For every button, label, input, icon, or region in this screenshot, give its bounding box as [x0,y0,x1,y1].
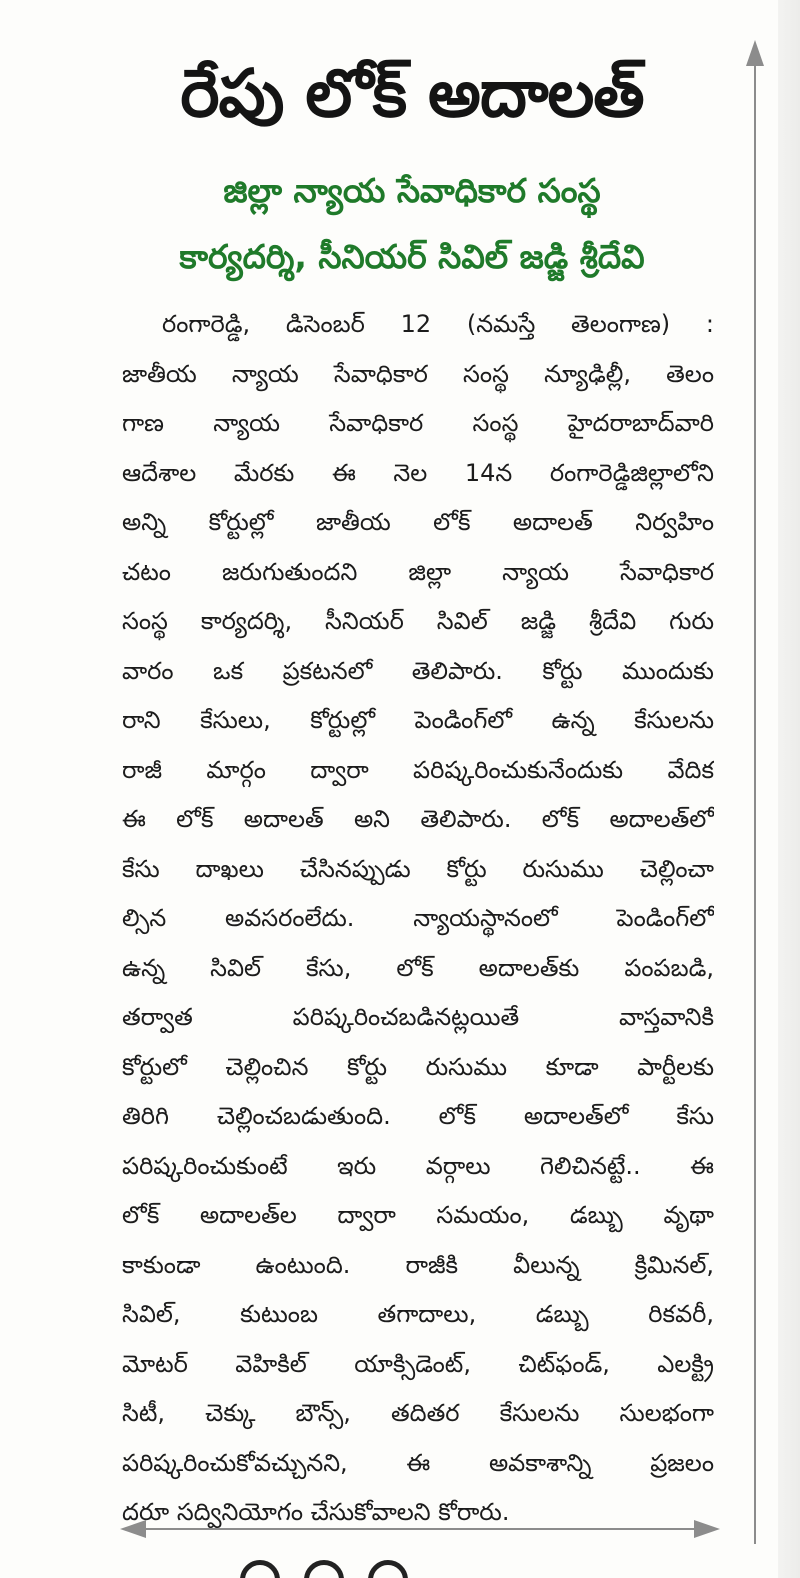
body-line: సివిల్, కుటుంబ తగాదాలు, డబ్బు రికవరీ, [122,1300,714,1328]
body-line: రాని కేసులు, కోర్టుల్లో పెండింగ్‌లో ఉన్న కేసులను [122,706,714,734]
body-line: సంస్థ కార్యదర్శి, సీనియర్ సివిల్ జడ్జి శ్రీదేవి గురు [122,607,714,635]
body-line: రాజీ మార్గం ద్వారా పరిష్కరించుకునేందుకు వేదిక [122,755,714,784]
body-line: కాకుండా ఉంటుంది. రాజీకి వీలున్న క్రిమినల్, [122,1250,714,1279]
body-line: కేసు దాఖలు చేసినప్పుడు కోర్టు రుసుము చెల్లించా [122,854,714,883]
body-line: చటం జరుగుతుందని జిల్లా న్యాయ సేవాధికార [122,557,714,586]
body-line: సిటీ, చెక్కు బౌన్స్, తదితర కేసులను సులభంగా [122,1399,714,1427]
arrow-head-icon [746,40,764,66]
body-line: ఉన్న సివిల్ కేసు, లోక్ అదాలత్‌కు పంపబడి, [122,953,714,982]
cut-glyph [368,1560,408,1578]
body-line: మోటర్ వెహికిల్ యాక్సిడెంట్, చిట్‌ఫండ్, ఎలక్ట్రి [122,1349,714,1378]
body-line: అన్ని కోర్టుల్లో జాతీయ లోక్ అదాలత్ నిర్వహిం [122,508,714,536]
body-line: కోర్టులో చెల్లించిన కోర్టు రుసుము కూడా పార్టీలకు [122,1052,714,1081]
body-line: పరిష్కరించుకుంటే ఇరు వర్గాలు గెలిచినట్టే.. ఈ [122,1151,714,1180]
body-line: తిరిగి చెల్లించబడుతుంది. లోక్ అదాలత్‌లో కేసు [122,1102,714,1130]
article-body [122,300,714,1538]
adjacent-column-edge [778,0,800,1578]
article-headline: రేపు లోక్ అదాలత్ [180,55,644,132]
cut-glyph [240,1560,280,1578]
bottom-double-arrow-icon [120,1518,720,1540]
column-divider-arrow-up-icon [745,40,765,1545]
body-line: దరూ సద్వినియోగం చేసుకోవాలని కోరారు. [122,1498,510,1526]
cut-glyph [304,1560,344,1578]
body-line: ఆదేశాల మేరకు ఈ నెల 14న రంగారెడ్డిజిల్లాలోని [122,458,714,487]
body-line: తర్వాత పరిష్కరించబడినట్లయితే వాస్తవానికి [122,1003,714,1031]
article-subheadline-line-2: కార్యదర్శి, సీనియర్ సివిల్ జడ్జి శ్రీదేవి [179,237,645,276]
next-article-cut-off [240,1560,440,1578]
body-line: వారం ఒక ప్రకటనలో తెలిపారు. కోర్టు ముందుకు [122,656,714,685]
body-line: లోక్ అదాలత్‌ల ద్వారా సమయం, డబ్బు వృథా [122,1201,714,1229]
divider-line [754,64,756,1544]
arrow-right-head-icon [694,1520,720,1538]
body-line: ఈ లోక్ అదాలత్ అని తెలిపారు. లోక్ అదాలత్‌లో [122,805,714,833]
bottom-divider-line [142,1528,698,1530]
body-line: గాణ న్యాయ సేవాధికార సంస్థ హైదరాబాద్‌వారి [122,409,714,437]
body-line: జాతీయ న్యాయ సేవాధికార సంస్థ న్యూఢిల్లీ, తెలం [122,359,714,388]
article-subheadline-line-1: జిల్లా న్యాయ సేవాధికార సంస్థ [223,171,601,210]
body-line: రంగారెడ్డి, డిసెంబర్ 12 (నమస్తే తెలంగాణ) : [162,310,714,338]
body-line: పరిష్కరించుకోవచ్చునని, ఈ అవకాశాన్ని ప్రజలం [122,1448,714,1477]
body-line: ల్సిన అవసరంలేదు. న్యాయస్థానంలో పెండింగ్‌లో [122,904,714,932]
